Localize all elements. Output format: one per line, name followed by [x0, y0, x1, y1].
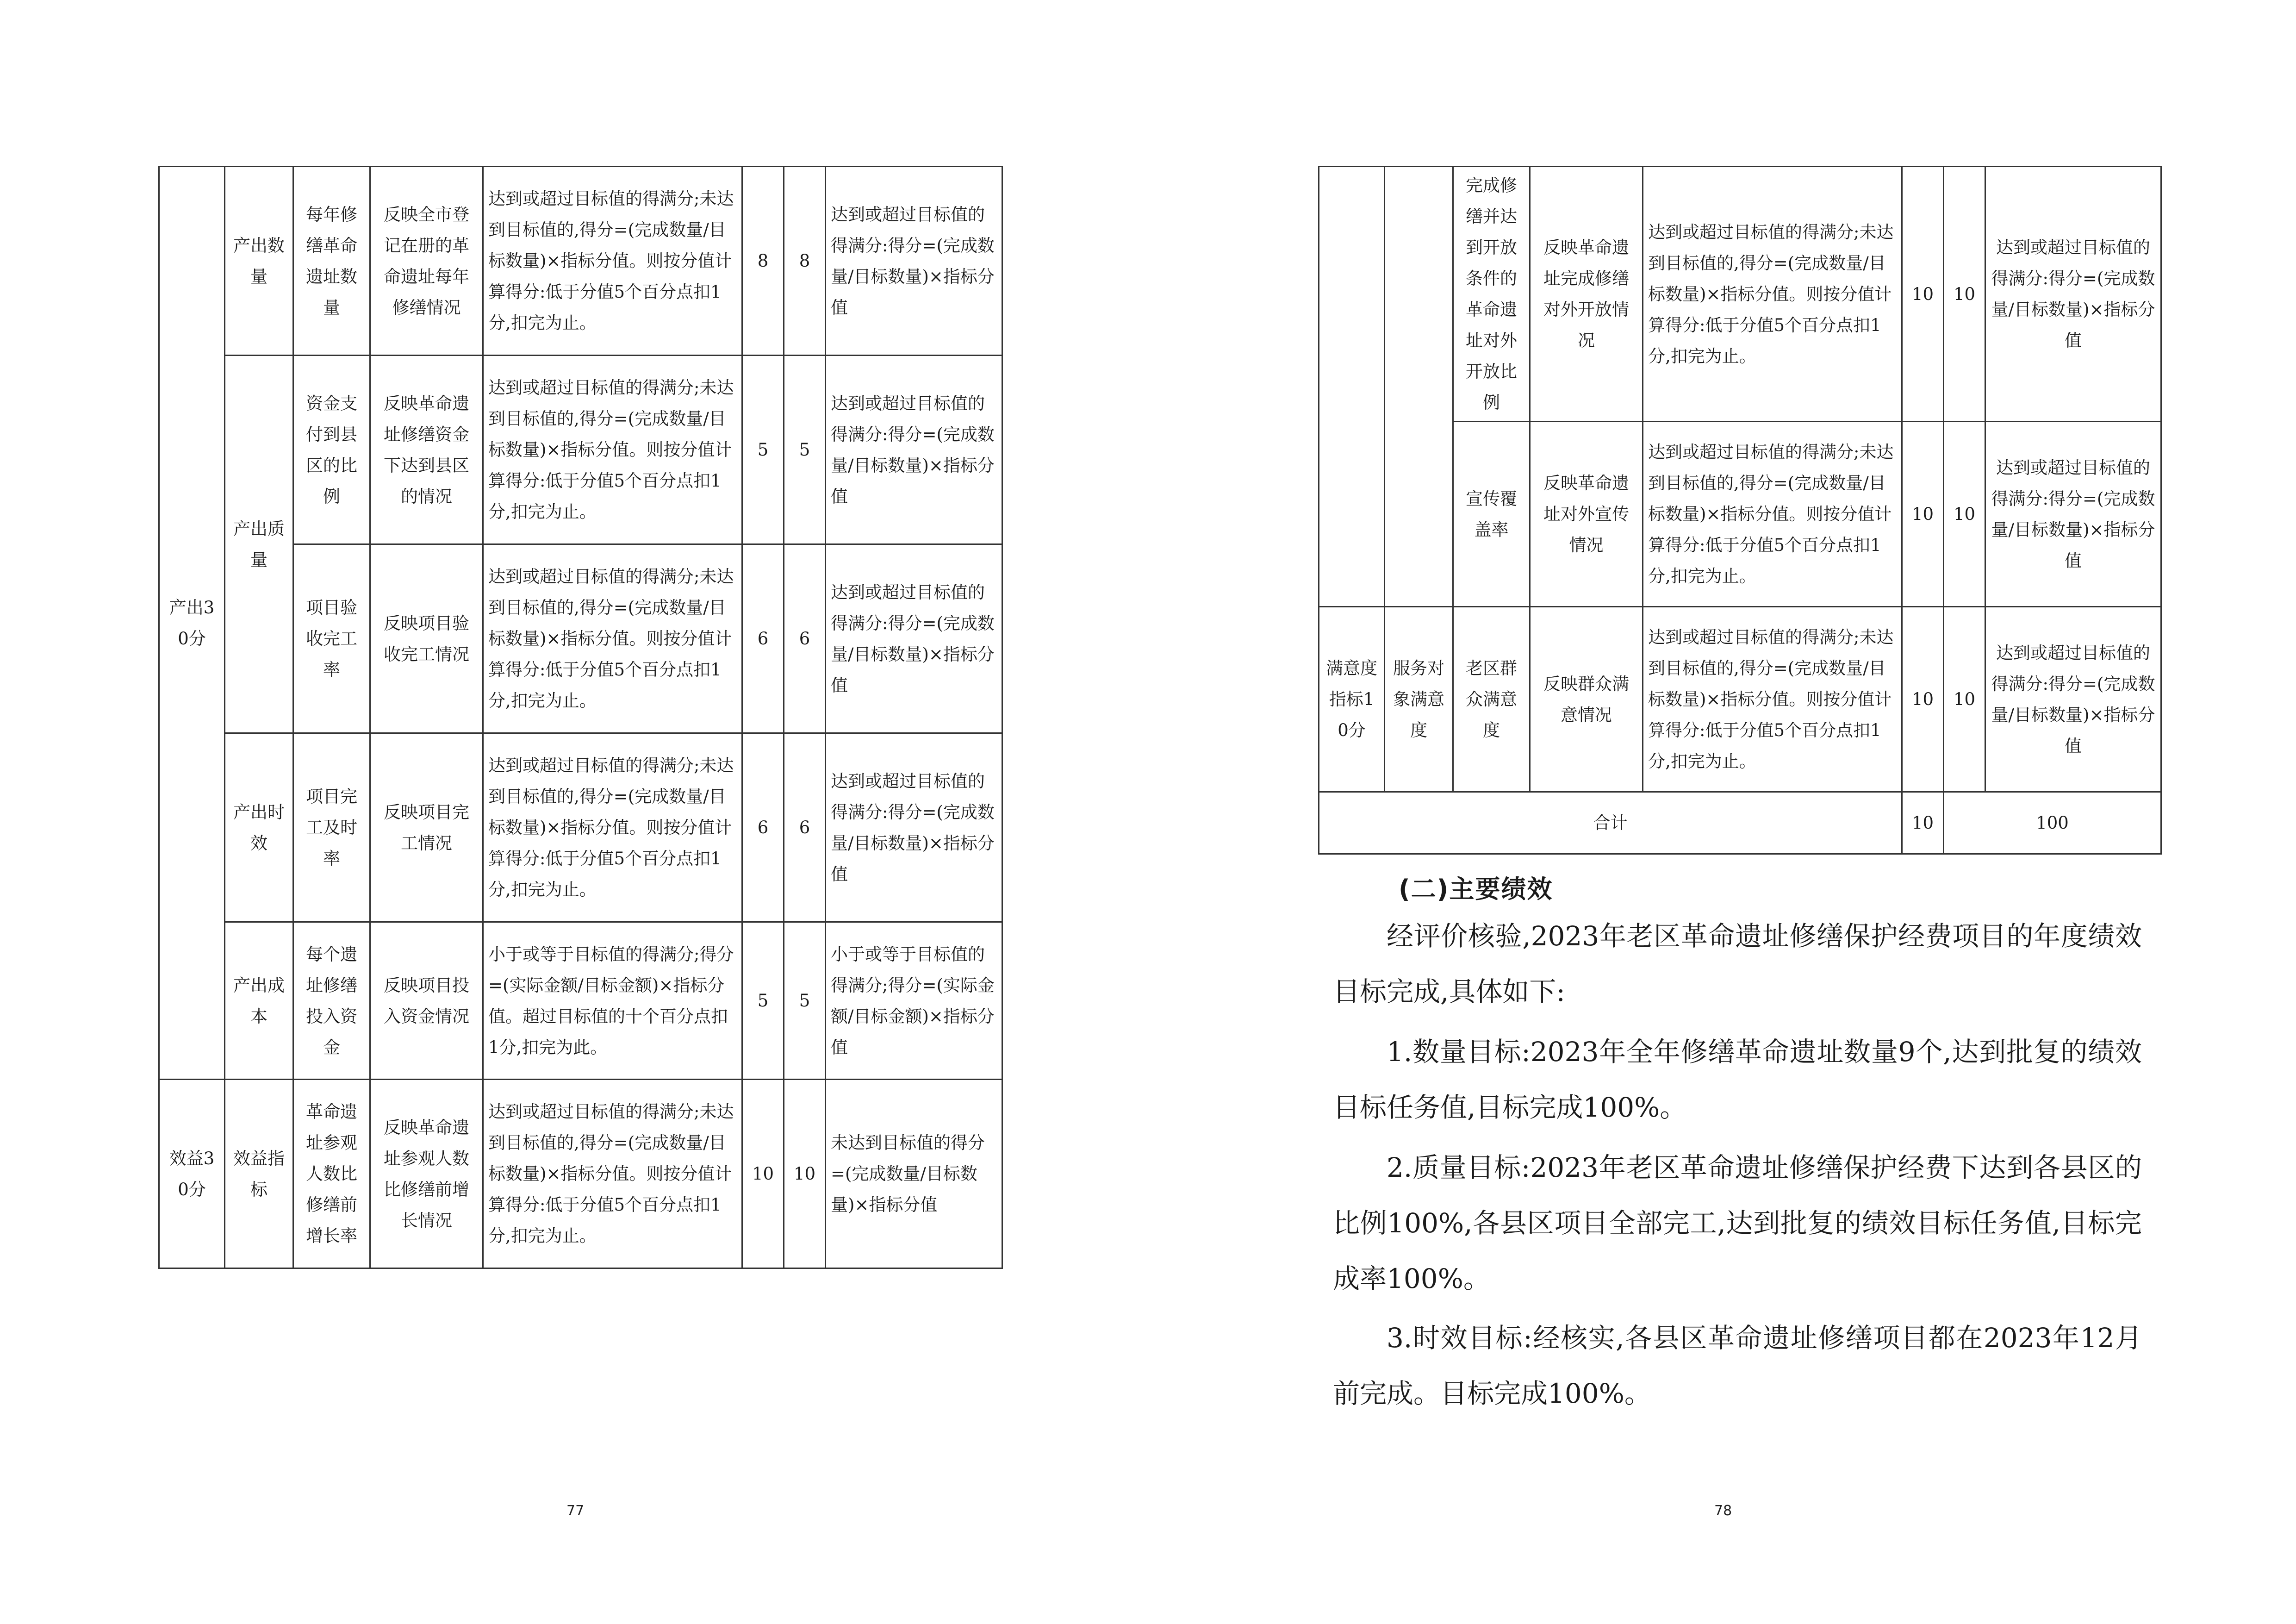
score-cell: 5	[784, 356, 826, 544]
description-cell: 反映群众满意情况	[1530, 607, 1643, 792]
category-cell	[1319, 167, 1385, 607]
criteria-cell: 达到或超过目标值的得满分;未达到目标值的,得分=(完成数量/目标数量)×指标分值。则按分值计算得分:低于分值5个百分点扣1分,扣完为止。	[1643, 422, 1902, 607]
table-row	[159, 356, 1002, 544]
criteria-cell: 达到或超过目标值的得满分;未达到目标值的,得分=(完成数量/目标数量)×指标分值。则按分值计算得分:低于分值5个百分点扣1分,扣完为止。	[483, 733, 742, 922]
weight-cell: 8	[742, 167, 784, 356]
subcategory-cell: 产出成本	[225, 922, 293, 1080]
evaluation-table-left	[158, 166, 1003, 1269]
section-heading: (二)主要绩效	[1399, 874, 1553, 904]
total-label: 合计	[1319, 792, 1902, 854]
table-row	[159, 922, 1002, 1080]
body-paragraph: 1.数量目标:2023年全年修缮革命遗址数量9个,达到批复的绩效目标任务值,目标完成100%。	[1333, 1036, 2142, 1123]
table-row	[159, 167, 1002, 356]
table-row	[1319, 607, 2161, 792]
right-page	[1148, 0, 2296, 1624]
score-cell: 6	[784, 733, 826, 922]
note-cell: 达到或超过目标值的得满分:得分=(完成数量/目标数量)×指标分值	[826, 167, 1002, 356]
score-cell: 10	[1944, 167, 1985, 422]
indicator-cell: 项目完工及时率	[293, 733, 370, 922]
weight-cell: 6	[742, 544, 784, 733]
description-cell: 反映项目验收完工情况	[370, 544, 483, 733]
score-cell: 5	[784, 922, 826, 1080]
note-cell: 未达到目标值的得分=(完成数量/目标数量)×指标分值	[826, 1080, 1002, 1268]
criteria-cell: 小于或等于目标值的得满分;得分=(实际金额/目标金额)×指标分值。超过目标值的十个百分点扣1分,扣完为此。	[483, 922, 742, 1080]
indicator-cell: 老区群众满意度	[1453, 607, 1530, 792]
evaluation-table-right	[1318, 166, 2162, 855]
score-cell: 6	[784, 544, 826, 733]
note-cell: 达到或超过目标值的得满分:得分=(完成数量/目标数量)×指标分值	[826, 356, 1002, 544]
note-cell: 达到或超过目标值的得满分:得分=(完成数量/目标数量)×指标分值	[826, 733, 1002, 922]
note-cell: 达到或超过目标值的得满分:得分=(完成数量/目标数量)×指标分值	[1985, 167, 2161, 422]
page-number: 78	[1714, 1503, 1732, 1519]
description-cell: 反映项目投入资金情况	[370, 922, 483, 1080]
weight-cell: 10	[742, 1080, 784, 1268]
category-cell: 效益30分	[159, 1080, 225, 1268]
note-cell: 达到或超过目标值的得满分:得分=(完成数量/目标数量)×指标分值	[1985, 422, 2161, 607]
description-cell: 反映全市登记在册的革命遗址每年修缮情况	[370, 167, 483, 356]
body-paragraph: 3.时效目标:经核实,各县区革命遗址修缮项目都在2023年12月前完成。目标完成100%。	[1333, 1322, 2142, 1409]
indicator-cell: 宣传覆盖率	[1453, 422, 1530, 607]
subcategory-cell: 产出时效	[225, 733, 293, 922]
indicator-cell: 每个遗址修缮投入资金	[293, 922, 370, 1080]
note-cell: 达到或超过目标值的得满分:得分=(完成数量/目标数量)×指标分值	[1985, 607, 2161, 792]
note-cell: 小于或等于目标值的得满分;得分=(实际金额/目标金额)×指标分值	[826, 922, 1002, 1080]
indicator-cell: 革命遗址参观人数比修缮前增长率	[293, 1080, 370, 1268]
indicator-cell: 完成修缮并达到开放条件的革命遗址对外开放比例	[1453, 167, 1530, 422]
score-cell: 10	[784, 1080, 826, 1268]
subcategory-cell: 效益指标	[225, 1080, 293, 1268]
weight-cell: 5	[742, 922, 784, 1080]
table-row	[159, 733, 1002, 922]
indicator-cell: 每年修缮革命遗址数量	[293, 167, 370, 356]
score-cell: 10	[1944, 422, 1985, 607]
weight-cell: 10	[1902, 422, 1944, 607]
note-cell: 达到或超过目标值的得满分:得分=(完成数量/目标数量)×指标分值	[826, 544, 1002, 733]
page-number: 77	[566, 1503, 585, 1519]
criteria-cell: 达到或超过目标值的得满分;未达到目标值的,得分=(完成数量/目标数量)×指标分值。则按分值计算得分:低于分值5个百分点扣1分,扣完为止。	[483, 544, 742, 733]
weight-cell: 5	[742, 356, 784, 544]
criteria-cell: 达到或超过目标值的得满分;未达到目标值的,得分=(完成数量/目标数量)×指标分值。则按分值计算得分:低于分值5个百分点扣1分,扣完为止。	[483, 1080, 742, 1268]
criteria-cell: 达到或超过目标值的得满分;未达到目标值的,得分=(完成数量/目标数量)×指标分值。则按分值计算得分:低于分值5个百分点扣1分,扣完为止。	[483, 167, 742, 356]
score-cell: 10	[1944, 607, 1985, 792]
description-cell: 反映革命遗址修缮资金下达到县区的情况	[370, 356, 483, 544]
total-score: 100	[1944, 792, 2161, 854]
weight-cell: 6	[742, 733, 784, 922]
indicator-cell: 项目验收完工率	[293, 544, 370, 733]
description-cell: 反映项目完工情况	[370, 733, 483, 922]
subcategory-cell: 产出质量	[225, 356, 293, 733]
score-cell: 8	[784, 167, 826, 356]
criteria-cell: 达到或超过目标值的得满分;未达到目标值的,得分=(完成数量/目标数量)×指标分值。则按分值计算得分:低于分值5个百分点扣1分,扣完为止。	[1643, 607, 1902, 792]
table-row	[1319, 167, 2161, 422]
total-row	[1319, 792, 2161, 854]
description-cell: 反映革命遗址参观人数比修缮前增长情况	[370, 1080, 483, 1268]
description-cell: 反映革命遗址完成修缮对外开放情况	[1530, 167, 1643, 422]
subcategory-cell: 服务对象满意度	[1385, 607, 1453, 792]
subcategory-cell: 产出数量	[225, 167, 293, 356]
body-paragraph: 2.质量目标:2023年老区革命遗址修缮保护经费下达到各县区的比例100%,各县区项目全部完工,达到批复的绩效目标任务值,目标完成率100%。	[1333, 1152, 2142, 1294]
description-cell: 反映革命遗址对外宣传情况	[1530, 422, 1643, 607]
body-paragraph: 经评价核验,2023年老区革命遗址修缮保护经费项目的年度绩效目标完成,具体如下:	[1333, 920, 2142, 1007]
weight-cell: 10	[1902, 607, 1944, 792]
criteria-cell: 达到或超过目标值的得满分;未达到目标值的,得分=(完成数量/目标数量)×指标分值。则按分值计算得分:低于分值5个百分点扣1分,扣完为止。	[483, 356, 742, 544]
criteria-cell: 达到或超过目标值的得满分;未达到目标值的,得分=(完成数量/目标数量)×指标分值。则按分值计算得分:低于分值5个百分点扣1分,扣完为止。	[1643, 167, 1902, 422]
table-row	[159, 1080, 1002, 1268]
category-cell: 产出30分	[159, 167, 225, 1080]
indicator-cell: 资金支付到县区的比例	[293, 356, 370, 544]
category-cell: 满意度指标10分	[1319, 607, 1385, 792]
total-weight: 10	[1902, 792, 1944, 854]
weight-cell: 10	[1902, 167, 1944, 422]
subcategory-cell	[1385, 167, 1453, 607]
